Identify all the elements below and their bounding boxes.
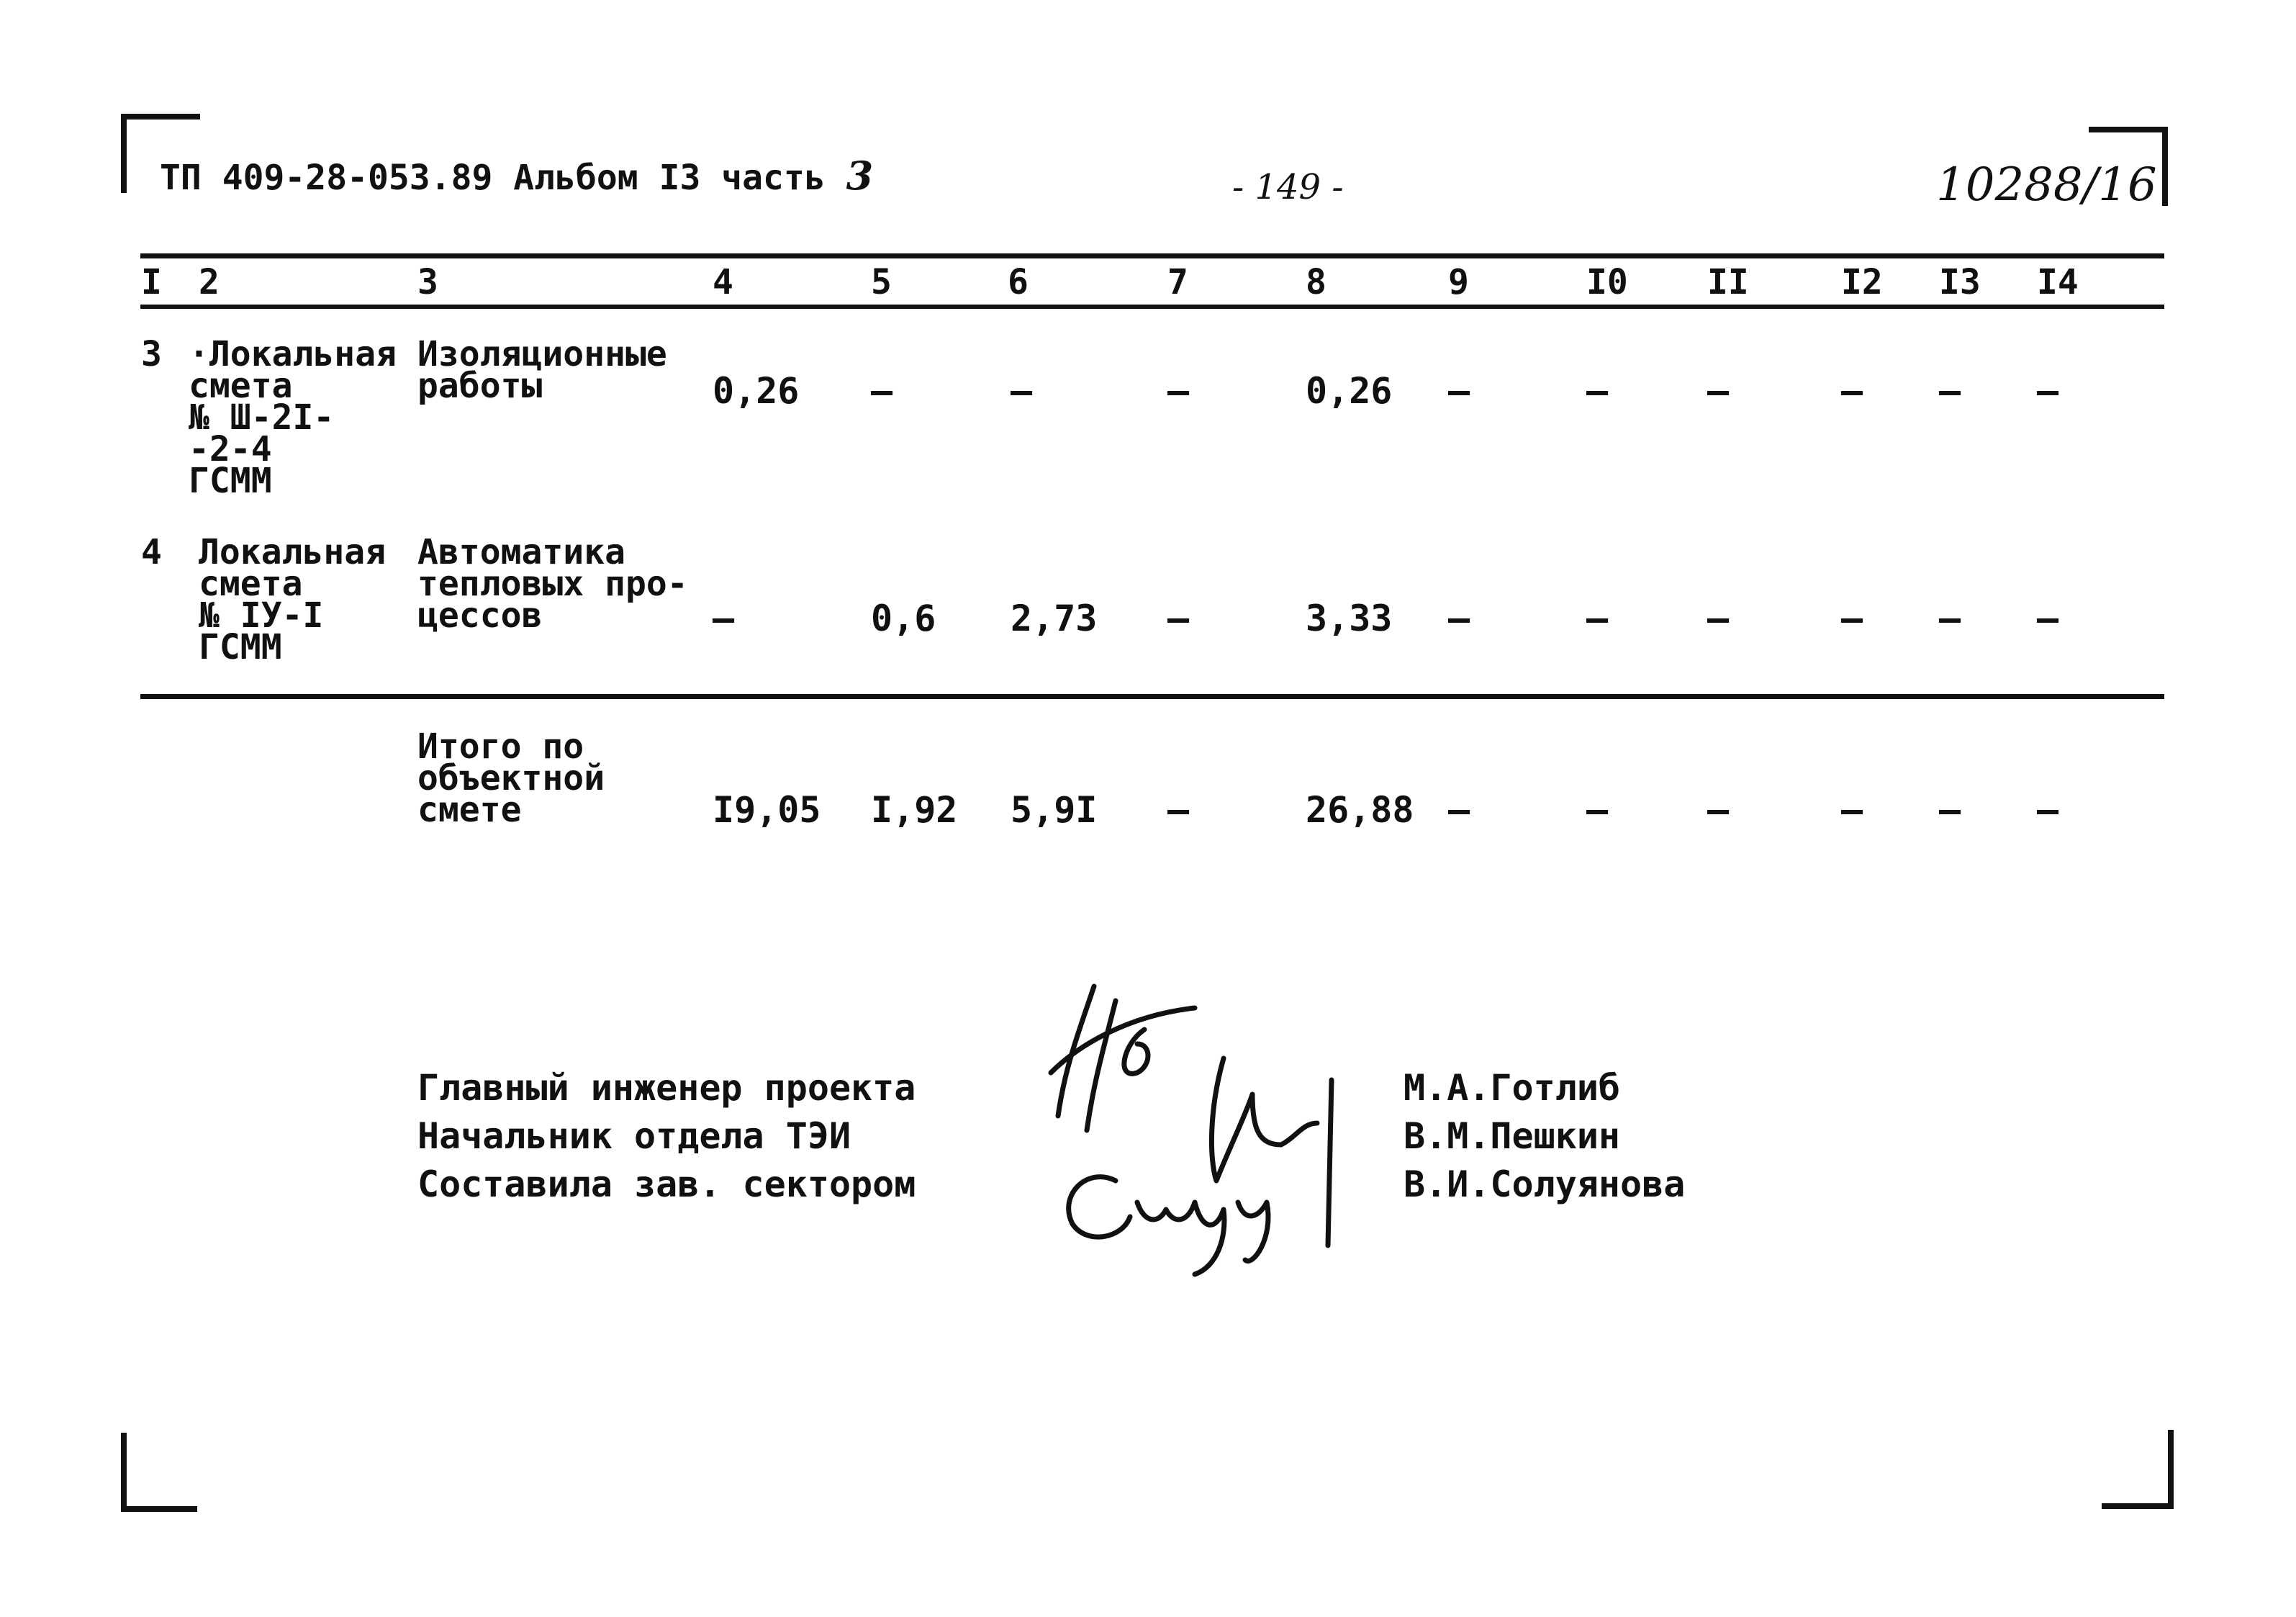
row-number: 3 (141, 334, 162, 374)
total-value: – (1939, 789, 1961, 831)
column-number: 8 (1306, 262, 1326, 302)
doc-part-number: 3 (846, 153, 874, 199)
row-value: – (1586, 370, 1609, 412)
document-reference (160, 153, 873, 199)
row-work-name: Автоматика тепловых про- цессов (417, 532, 688, 636)
column-number: 7 (1167, 262, 1188, 302)
table-top-rule (140, 253, 2164, 258)
signatory-name: В.М.Пешкин (1404, 1115, 1621, 1157)
row-value: – (1586, 598, 1609, 639)
corner-mark-top-right-v (2162, 127, 2168, 206)
signatory-name: В.И.Солуянова (1404, 1163, 1686, 1205)
column-number: I (141, 262, 162, 302)
row-value: – (1448, 598, 1470, 639)
row-value: 0,26 (1306, 370, 1393, 412)
column-number: 9 (1448, 262, 1469, 302)
row-value: – (1841, 598, 1863, 639)
row-value: – (2037, 370, 2059, 412)
row-work-name: Изоляционные работы (417, 334, 667, 406)
row-value: – (1448, 370, 1470, 412)
row-value: – (1939, 598, 1961, 639)
signatory-title: Начальник отдела ТЭИ (417, 1115, 851, 1157)
total-separator-rule (140, 694, 2164, 699)
row-document: Локальная смета № IУ-I ГСММ (199, 532, 387, 667)
corner-mark-bottom-left-v (121, 1433, 127, 1512)
corner-mark-bottom-right-v (2168, 1430, 2174, 1509)
column-number: I4 (2037, 262, 2079, 302)
signatory-title: Составила зав. сектором (417, 1163, 916, 1205)
column-header-rule (140, 305, 2164, 309)
row-value: – (1707, 370, 1730, 412)
row-value: – (1841, 370, 1863, 412)
corner-mark-bottom-right-h (2102, 1503, 2174, 1509)
row-value: 2,73 (1011, 598, 1098, 639)
row-value: – (713, 598, 735, 639)
total-value: I9,05 (713, 789, 821, 831)
row-document: ·Локальная смета № Ш-2I- -2-4 ГСММ (189, 334, 397, 501)
total-value: – (1841, 789, 1863, 831)
column-number: 2 (199, 262, 220, 302)
total-value: – (1586, 789, 1609, 831)
column-number: I3 (1939, 262, 1981, 302)
corner-mark-top-left-h (121, 114, 200, 120)
row-value: – (1167, 370, 1190, 412)
corner-mark-bottom-left-h (121, 1506, 197, 1512)
row-value: – (871, 370, 893, 412)
page-number: - 149 - (1232, 167, 1344, 207)
row-value: – (1011, 370, 1033, 412)
corner-mark-top-right-h (2089, 127, 2168, 132)
total-value: – (1167, 789, 1190, 831)
row-value: – (1707, 598, 1730, 639)
column-number: 5 (871, 262, 892, 302)
row-value: – (2037, 598, 2059, 639)
signatory-title: Главный инженер проекта (417, 1067, 916, 1109)
row-value: 0,26 (713, 370, 800, 412)
total-value: – (1707, 789, 1730, 831)
handwritten-signatures (1036, 965, 1368, 1296)
total-label: Итого по объектной смете (417, 726, 605, 830)
row-value: 3,33 (1306, 598, 1393, 639)
total-value: – (1448, 789, 1470, 831)
row-number: 4 (141, 532, 162, 572)
corner-mark-top-left-v (121, 114, 127, 193)
column-number: I2 (1841, 262, 1883, 302)
column-number: II (1707, 262, 1749, 302)
total-value: 26,88 (1306, 789, 1414, 831)
total-value: 5,9I (1011, 789, 1098, 831)
signatory-name: М.А.Готлиб (1404, 1067, 1621, 1109)
archive-number: 10288/16 (1936, 158, 2157, 212)
column-number: I0 (1586, 262, 1628, 302)
column-number: 3 (417, 262, 438, 302)
row-value: – (1939, 370, 1961, 412)
total-value: I,92 (871, 789, 958, 831)
row-value: – (1167, 598, 1190, 639)
total-value: – (2037, 789, 2059, 831)
column-number: 4 (713, 262, 733, 302)
row-value: 0,6 (871, 598, 936, 639)
column-number: 6 (1008, 262, 1029, 302)
doc-ref-text: ТП 409-28-053.89 Альбом I3 часть (160, 158, 826, 198)
